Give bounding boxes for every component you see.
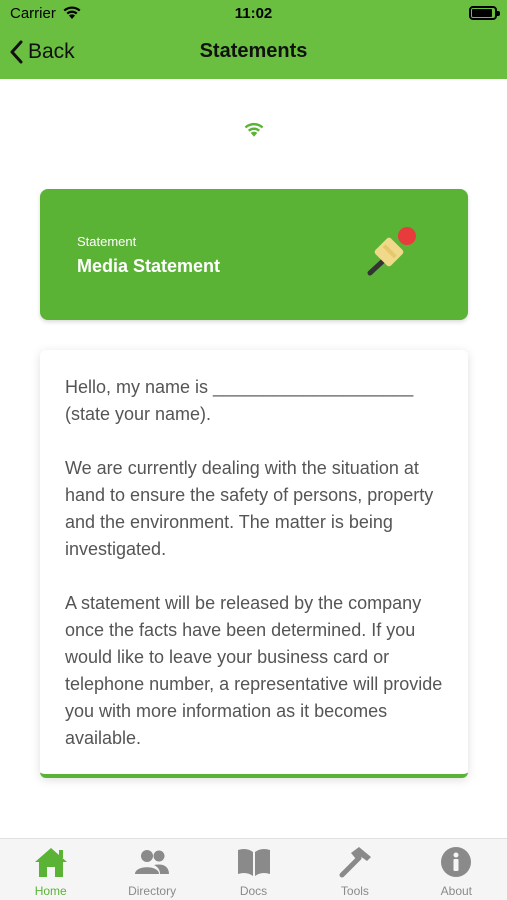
home-icon [33, 846, 69, 878]
tab-label: Tools [340, 884, 369, 898]
battery-icon [469, 6, 497, 20]
tab-label: Directory [128, 884, 177, 898]
tab-label: Home [34, 884, 67, 898]
statement-paragraph: Hello, my name is ____________________ (state your name). [65, 377, 414, 424]
card-subtitle: Statement [77, 234, 137, 249]
statement-paragraph: A statement will be released by the company once the facts have been determined. If you would like to leave your business card or telephone number, a representative will provide you with more information as it becomes available. [65, 593, 443, 748]
book-icon [236, 846, 272, 878]
navigation-header [0, 0, 507, 79]
info-icon [438, 846, 474, 878]
carrier-label: Carrier [10, 5, 56, 22]
clock-label: 11:02 [234, 5, 273, 22]
statement-paragraph: We are currently dealing with the situation at hand to ensure the safety of persons, property and the environment. The matter is being investigated. [65, 458, 434, 559]
statement-header-card [40, 189, 468, 320]
tab-docs[interactable] [203, 839, 304, 900]
microphone-icon [360, 223, 426, 283]
status-bar [0, 0, 507, 28]
back-label: Back [28, 40, 75, 63]
tab-directory[interactable] [101, 839, 202, 900]
page-title: Statements [199, 40, 308, 62]
hammer-icon [337, 846, 373, 878]
tab-tools[interactable] [304, 839, 405, 900]
wifi-icon [243, 120, 265, 143]
people-icon [134, 846, 170, 878]
tab-label: Docs [239, 884, 268, 898]
tab-bar [0, 838, 507, 900]
tab-label: About [440, 884, 472, 898]
tab-home[interactable] [0, 839, 101, 900]
card-title: Media Statement [77, 256, 221, 276]
tab-about[interactable] [406, 839, 507, 900]
statement-text [65, 374, 450, 779]
statement-text-card [40, 350, 468, 778]
